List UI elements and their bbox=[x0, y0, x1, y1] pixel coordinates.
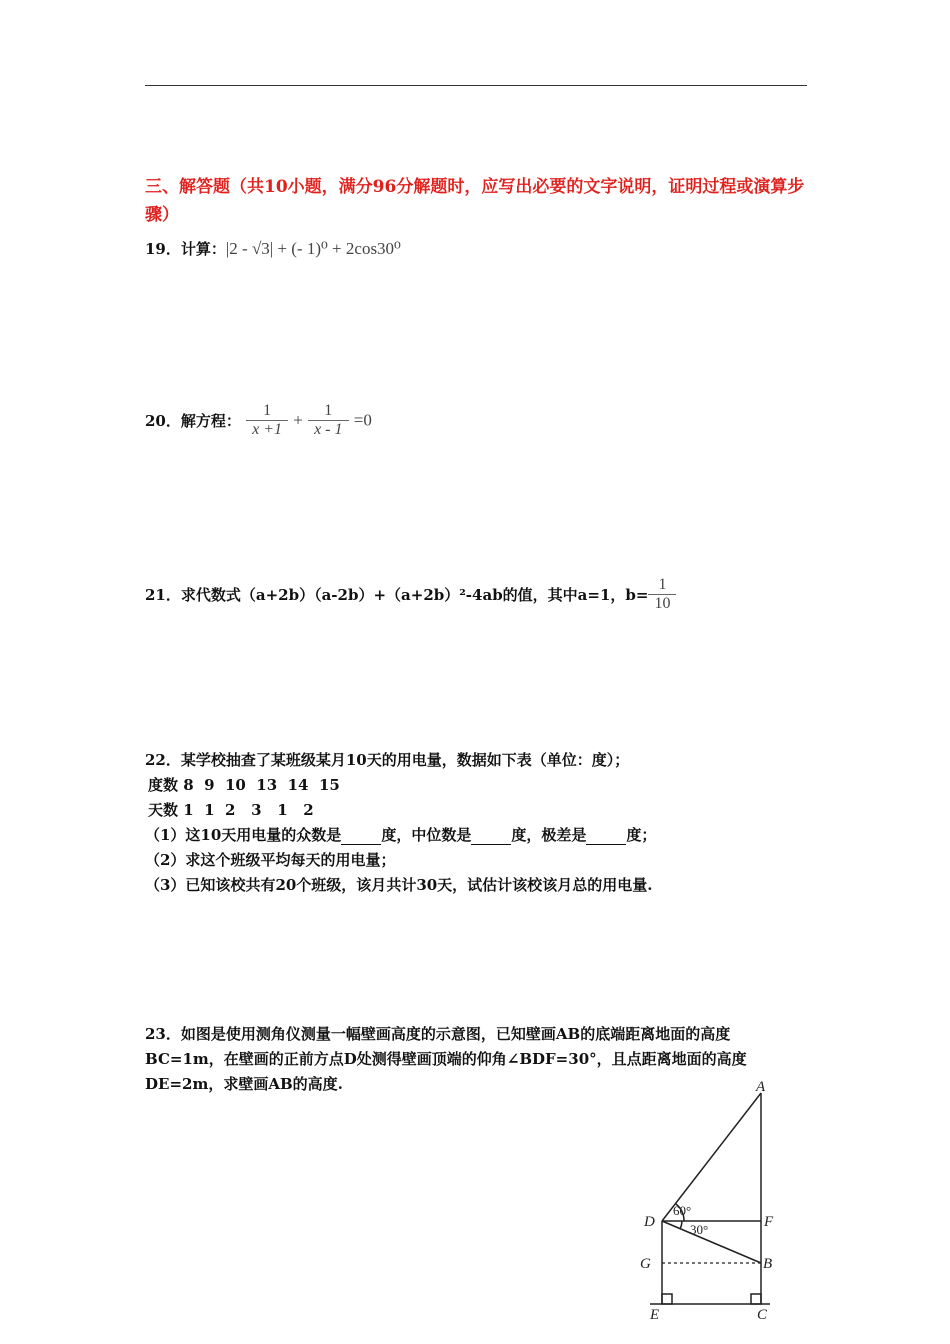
question-22-table-row-1: 度数 8 9 10 13 14 15 bbox=[148, 776, 340, 794]
label-B: B bbox=[763, 1256, 773, 1272]
angle-60-label: 60° bbox=[673, 1203, 692, 1218]
fraction-1-denominator: x +1 bbox=[246, 420, 288, 439]
fraction-numerator: 1 bbox=[658, 576, 667, 593]
part-1-text-d: 度； bbox=[626, 826, 657, 844]
fraction-2-denominator: x - 1 bbox=[308, 420, 348, 439]
fraction-2-numerator: 1 bbox=[324, 402, 333, 419]
label-E: E bbox=[650, 1307, 660, 1323]
plus-sign: + bbox=[293, 410, 303, 430]
question-19 bbox=[145, 238, 401, 259]
right-angle-C bbox=[751, 1294, 761, 1304]
question-19-label: 19．计算： bbox=[145, 240, 226, 258]
equals-zero: =0 bbox=[353, 410, 372, 430]
answer-blank-median[interactable] bbox=[471, 826, 511, 845]
question-22-intro: 22．某学校抽查了某班级某月10天的用电量，数据如下表（单位：度）； bbox=[145, 751, 630, 769]
question-21-fraction bbox=[648, 576, 676, 613]
question-21-text: 21．求代数式（a+2b）（a-2b）+（a+2b）²-4ab的值，其中a=1，b= bbox=[145, 586, 649, 604]
question-19-expression: |2 - √3| + (- 1)⁰ + 2cos30⁰ bbox=[225, 239, 401, 258]
label-A: A bbox=[756, 1079, 766, 1095]
header-rule bbox=[145, 85, 807, 86]
question-22-part-3: （3）已知该校共有20个班级，该月共计30天，试估计该校该月总的用电量. bbox=[145, 876, 653, 894]
question-20-fraction-1 bbox=[246, 402, 288, 439]
label-C: C bbox=[757, 1307, 768, 1323]
line-DB bbox=[662, 1221, 761, 1263]
question-21 bbox=[145, 576, 676, 613]
arc-30 bbox=[680, 1221, 682, 1229]
answer-blank-range[interactable] bbox=[586, 826, 626, 845]
question-22-part-1 bbox=[145, 824, 656, 845]
label-F: F bbox=[764, 1214, 774, 1230]
label-D: D bbox=[644, 1214, 655, 1230]
question-20 bbox=[145, 402, 372, 439]
fraction-1-numerator: 1 bbox=[263, 402, 272, 419]
answer-blank-mode[interactable] bbox=[341, 826, 381, 845]
line-AD bbox=[662, 1093, 761, 1221]
part-1-text-c: 度，极差是 bbox=[511, 826, 587, 844]
right-angle-E bbox=[662, 1294, 672, 1304]
question-23-text: 23．如图是使用测角仪测量一幅壁画高度的示意图，已知壁画AB的底端距离地面的高度BC=1m，在壁画的正前方点D处测得壁画顶端的仰角∠BDF=30°，且点距离地面的高度DE=2m，求壁画AB的高度. bbox=[145, 1025, 747, 1093]
angle-30-label: 30° bbox=[690, 1222, 709, 1237]
section-title: 三、解答题（共10小题，满分96分解题时，应写出必要的文字说明，证明过程或演算步骤） bbox=[145, 177, 805, 225]
part-1-text-b: 度，中位数是 bbox=[381, 826, 472, 844]
fraction-denominator: 10 bbox=[648, 594, 676, 613]
question-23-figure bbox=[630, 1078, 790, 1340]
question-20-fraction-2 bbox=[308, 402, 348, 439]
part-1-text-a: （1）这10天用电量的众数是 bbox=[145, 826, 342, 844]
question-22-part-2: （2）求这个班级平均每天的用电量； bbox=[145, 851, 396, 869]
question-20-label: 20．解方程： bbox=[145, 412, 241, 430]
label-G: G bbox=[640, 1256, 651, 1272]
question-22-table-row-2: 天数 1 1 2 3 1 2 bbox=[148, 801, 314, 819]
